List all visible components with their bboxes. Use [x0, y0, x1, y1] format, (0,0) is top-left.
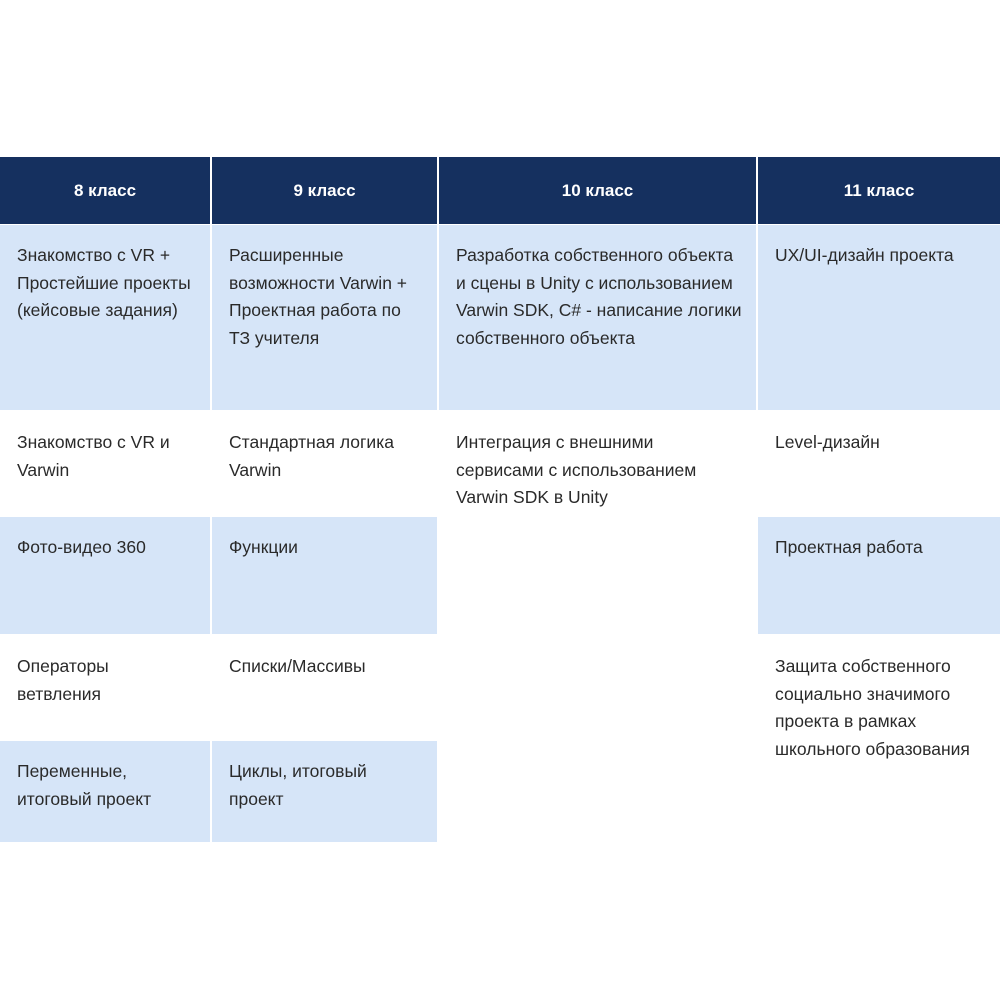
table-cell-grade11-row3: Проектная работа: [758, 517, 1000, 634]
table-cell-grade8-row4: Операторы ветвления: [0, 636, 210, 739]
table-cell-grade8-row1: Знакомство с VR + Простейшие проекты (кейсовые задания): [0, 225, 210, 410]
table-cell-grade11-row1: UX/UI-дизайн проекта: [758, 225, 1000, 410]
table-cell-grade8-row3: Фото-видео 360: [0, 517, 210, 634]
table-cell-grade9-row2: Стандартная логика Varwin: [212, 412, 437, 516]
table-cell-grade9-row3: Функции: [212, 517, 437, 634]
header-grade-10: [439, 157, 756, 224]
header-label: 8 класс: [73, 180, 137, 200]
table-cell-grade8-row5: Переменные, итоговый проект: [0, 741, 210, 842]
table-cell-grade10-row1: Разработка собственного объекта и сцены в Unity с использованием Varwin SDK, C# - написание логики собственного объекта: [439, 225, 756, 410]
table-cell-grade9-row1: Расширенные возможности Varwin + Проектная работа по ТЗ учителя: [212, 225, 437, 410]
table-cell-grade10-row2: Интеграция с внешними сервисами с использованием Varwin SDK в Unity: [439, 412, 756, 516]
table-cell-grade9-row5: Циклы, итоговый проект: [212, 741, 437, 842]
table-cell-grade11-row4: Защита собственного социально значимого проекта в рамках школьного образования: [758, 636, 1000, 786]
table-cell-grade9-row4: Списки/Массивы: [212, 636, 437, 739]
table-cell-grade11-row2: Level-дизайн: [758, 412, 1000, 516]
header-grade-11: [758, 157, 1000, 224]
header-label: 9 класс: [293, 180, 356, 200]
header-label: 10 класс: [561, 180, 634, 200]
header-grade-9: [212, 157, 437, 224]
table-cell-grade8-row2: Знакомство с VR и Varwin: [0, 412, 210, 516]
header-label: 11 класс: [843, 180, 915, 200]
header-grade-8: [0, 157, 210, 224]
